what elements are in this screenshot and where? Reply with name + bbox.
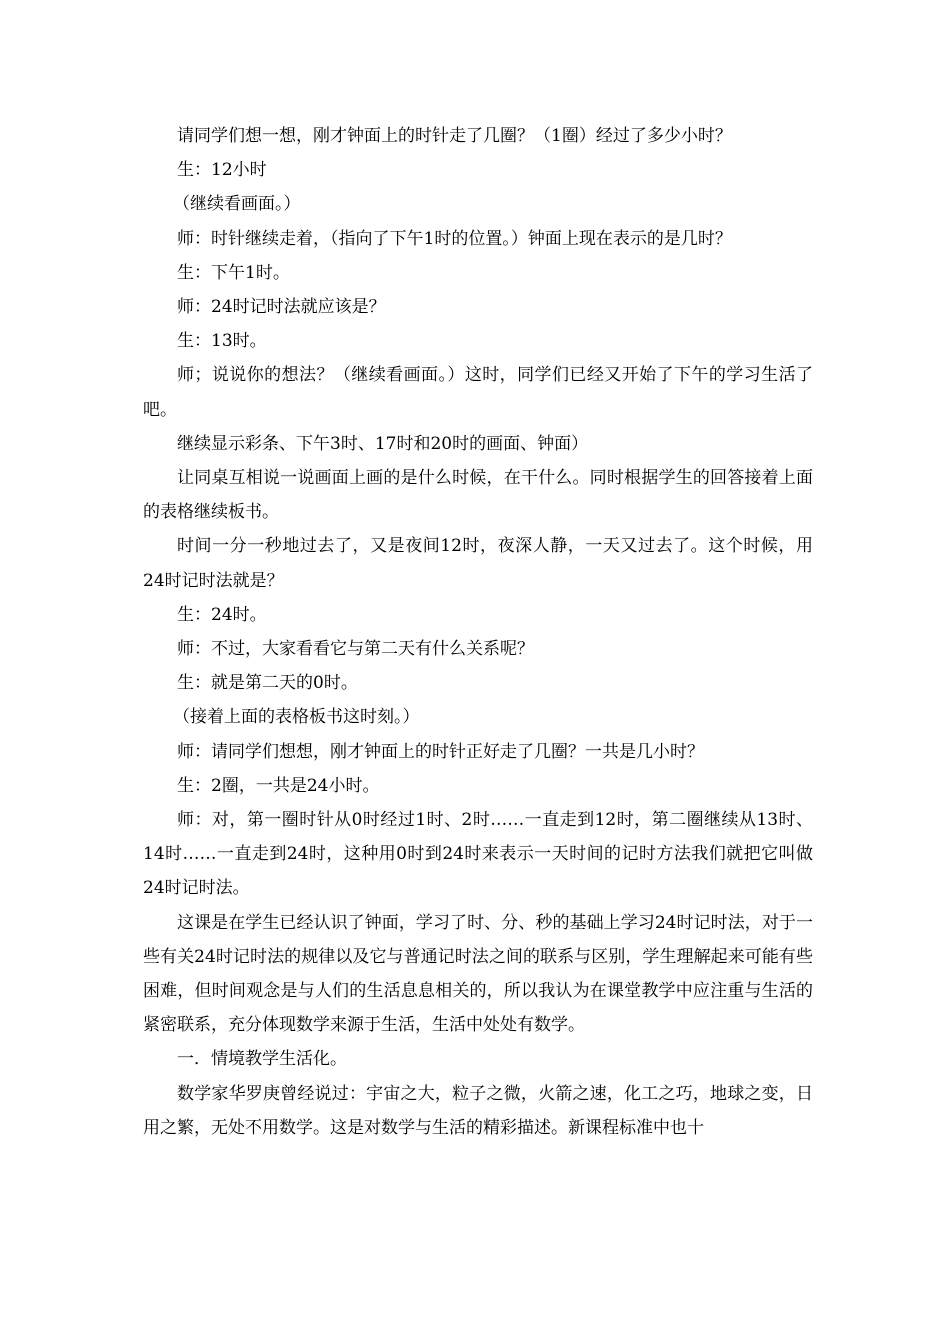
paragraph-17: 生：2圈，一共是24小时。 — [177, 775, 380, 796]
paragraph-5: 生：下午1时。 — [177, 262, 290, 283]
paragraph-18: 师：对，第一圈时针从0时经过1时、2时……一直走到12时，第二圈继续从13时、14时……一直走到24时，这种用0时到24时来表示一天时间的记时方法我们就把它叫做24时记时法。 — [143, 810, 813, 899]
paragraph-21: 数学家华罗庚曾经说过：宇宙之大，粒子之微，火箭之速，化工之巧，地球之变，日用之繁，无处不用数学。这是对数学与生活的精彩描述。新课程标准中也十 — [143, 1083, 813, 1138]
paragraph-14: 生：就是第二天的0时。 — [177, 673, 358, 694]
paragraph-8: 师；说说你的想法？（继续看画面。）这时，同学们已经又开始了下午的学习生活了吧。 — [143, 365, 813, 420]
paragraph-2: 生：12小时 — [177, 160, 267, 181]
paragraph-19: 这课是在学生已经认识了钟面，学习了时、分、秒的基础上学习24时记时法，对于一些有关24时记时法的规律以及它与普通记时法之间的联系与区别，学生理解起来可能有些困难，但时间观念是与人们的生活息息相关的，所以我认为在课堂教学中应注重与生活的紧密联系，充分体现数学来源于生活，生活中处处有数学。 — [143, 912, 813, 1036]
paragraph-11: 时间一分一秒地过去了，又是夜间12时，夜深人静，一天又过去了。这个时候，用24时记时法就是？ — [143, 536, 813, 591]
paragraph-1: 请同学们想一想，刚才钟面上的时针走了几圈？（1圈）经过了多少小时？ — [177, 126, 732, 146]
paragraph-13: 师：不过，大家看看它与第二天有什么关系呢？ — [177, 639, 534, 660]
paragraph-7: 生：13时。 — [177, 331, 267, 352]
paragraph-6: 师：24时记时法就应该是？ — [177, 297, 386, 318]
paragraph-16: 师：请同学们想想，刚才钟面上的时针正好走了几圈？一共是几小时？ — [177, 741, 704, 762]
paragraph-12: 生：24时。 — [177, 604, 267, 625]
paragraph-4: 师：时针继续走着，（指向了下午1时的位置。）钟面上现在表示的是几时？ — [177, 228, 732, 249]
section-heading: 一．情境教学生活化。 — [177, 1049, 347, 1070]
paragraph-3: （继续看画面。） — [173, 194, 301, 215]
paragraph-10: 让同桌互相说一说画面上画的是什么时候，在干什么。同时根据学生的回答接着上面的表格继续板书。 — [143, 468, 813, 523]
paragraph-9: 继续显示彩条、下午3时、17时和20时的画面、钟面） — [177, 433, 589, 454]
paragraph-15: （接着上面的表格板书这时刻。） — [173, 707, 420, 728]
document-body — [143, 119, 813, 1145]
